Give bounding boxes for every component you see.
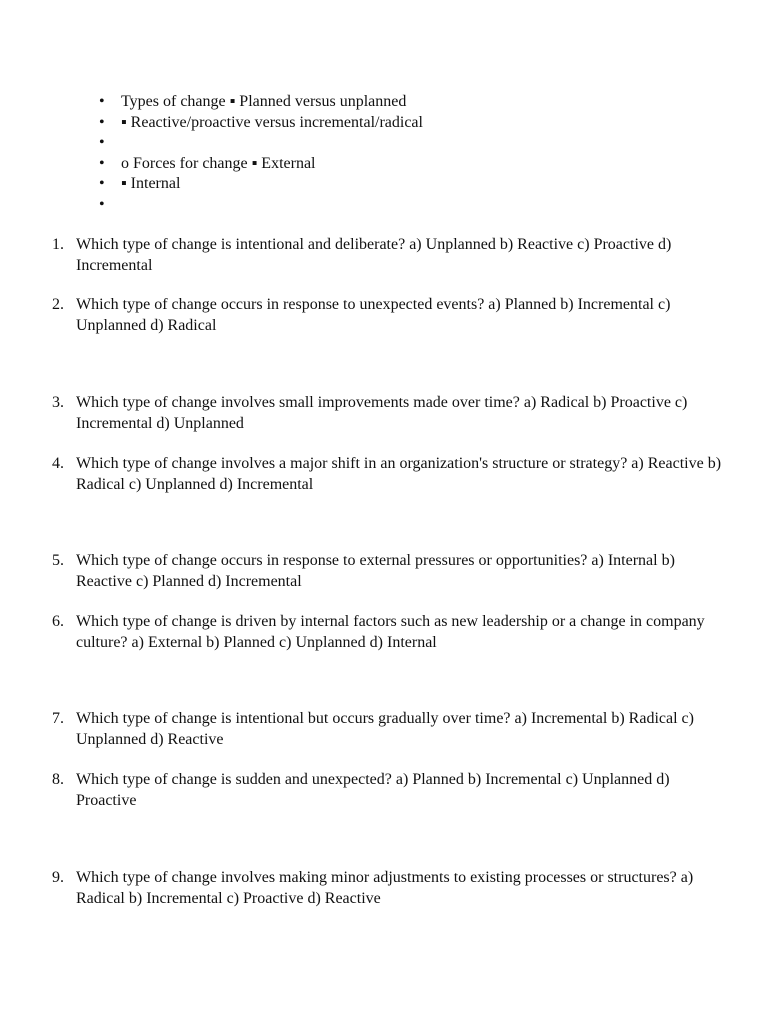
question-text: Which type of change is driven by internal factors such as new leadership or a change in company culture? a) External b) Planned c) Unplanned d) Internal [76, 613, 705, 651]
question-number: 7. [52, 710, 64, 727]
question-number: 4. [52, 455, 64, 472]
question-number: 2. [52, 296, 64, 313]
bullet-text: o Forces for change ▪ External [121, 154, 316, 172]
bullet-item [0, 91, 768, 112]
bullet-item [0, 132, 768, 153]
bullet-text: Types of change ▪ Planned versus unplanned [121, 93, 407, 110]
bullet-text: ▪ Reactive/proactive versus incremental/radical [121, 113, 423, 131]
question-text: Which type of change is intentional but occurs gradually over time? a) Incremental b) Radical c) Unplanned d) Reactive [76, 710, 694, 748]
question-text: Which type of change occurs in response to external pressures or opportunities? a) Internal b) Reactive c) Planned d) Incremental [76, 552, 675, 590]
question-number: 5. [52, 552, 64, 569]
bullet-marker: • [99, 93, 105, 110]
bullet-item [0, 173, 768, 194]
bullet-marker: • [99, 195, 105, 213]
bullet-item [0, 194, 768, 215]
bullet-item [0, 112, 768, 133]
question-number: 8. [52, 771, 64, 788]
question-text: Which type of change is sudden and unexpected? a) Planned b) Incremental c) Unplanned d) Proactive [76, 771, 670, 809]
bullet-text: ▪ Internal [121, 175, 181, 192]
question-number: 3. [52, 394, 64, 411]
question-number: 1. [52, 236, 64, 253]
question-text: Which type of change involves a major shift in an organization's structure or strategy? a) Reactive b) Radical c) Unplanned d) Incremental [76, 455, 722, 493]
bullet-item [0, 153, 768, 174]
bullet-list [0, 91, 768, 214]
bullet-marker: • [99, 113, 105, 131]
bullet-marker: • [99, 175, 105, 192]
question-text: Which type of change involves small improvements made over time? a) Radical b) Proactive c) Incremental d) Unplanned [76, 394, 688, 432]
bullet-marker: • [99, 134, 105, 151]
question-text: Which type of change is intentional and deliberate? a) Unplanned b) Reactive c) Proactive d) Incremental [76, 236, 672, 274]
question-text: Which type of change involves making minor adjustments to existing processes or structures? a) Radical b) Incremental c) Proactive d) Reactive [76, 869, 694, 907]
question-number: 6. [52, 613, 64, 630]
question-text: Which type of change occurs in response to unexpected events? a) Planned b) Incremental c) Unplanned d) Radical [76, 296, 671, 334]
bullet-marker: • [99, 154, 105, 172]
question-number: 9. [52, 869, 64, 886]
